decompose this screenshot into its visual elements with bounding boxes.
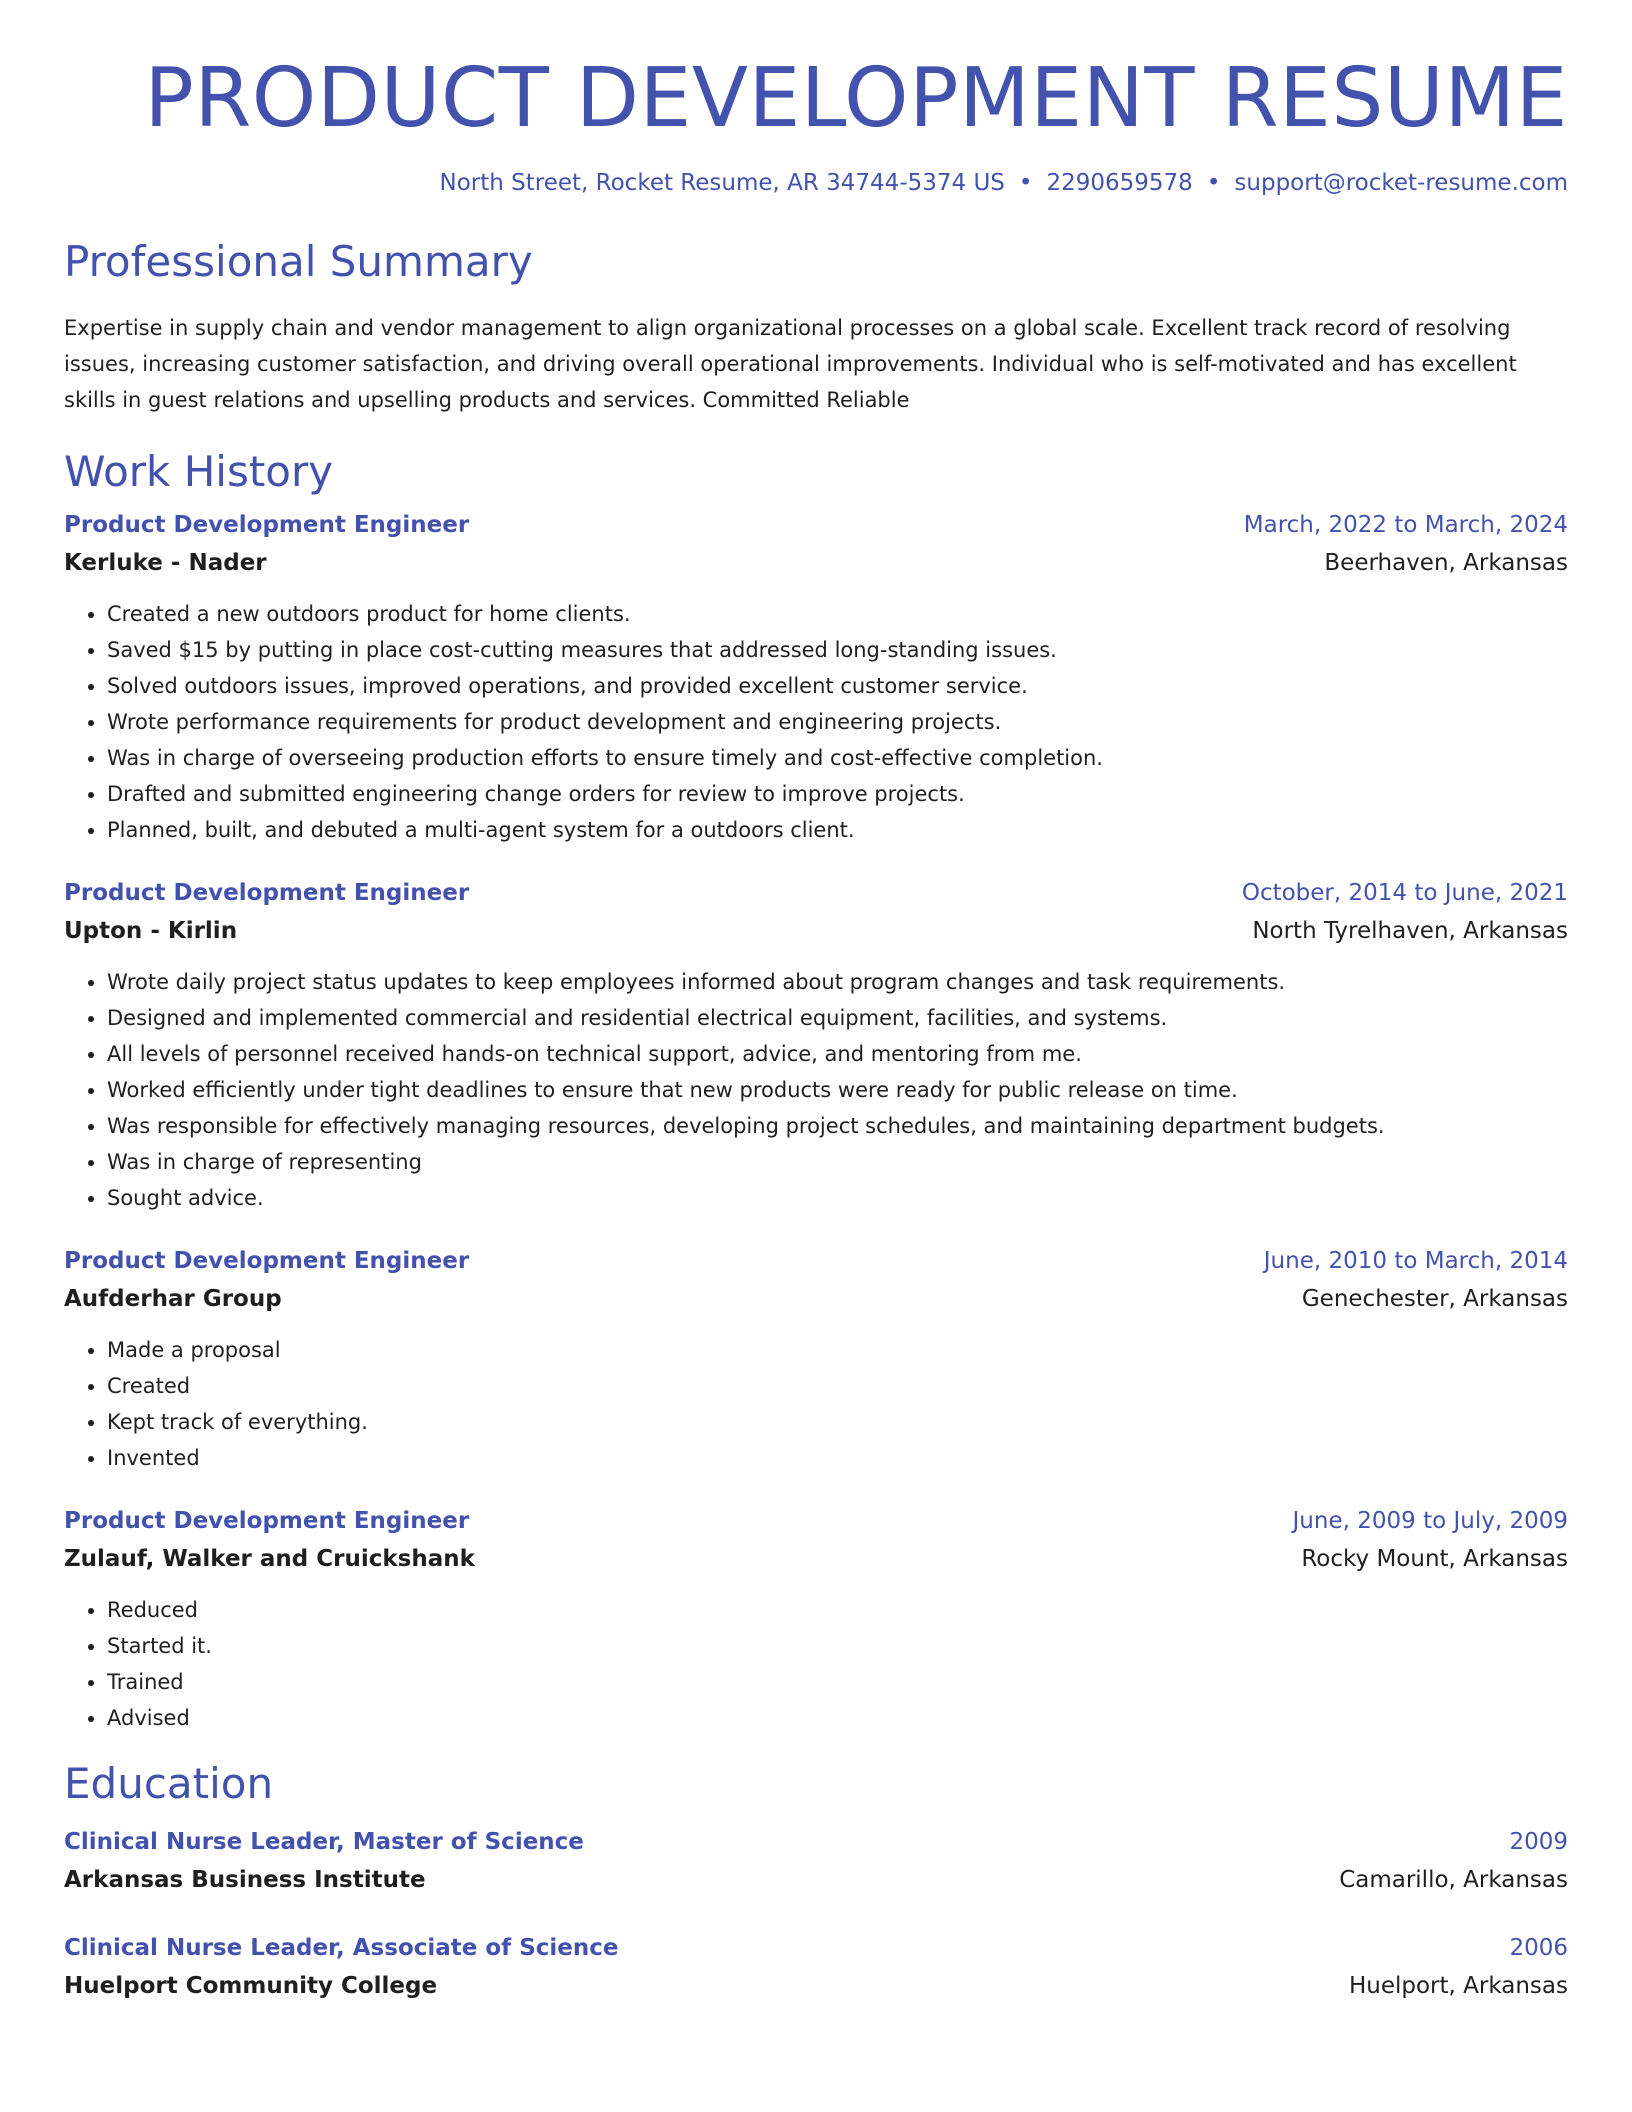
summary-text: Expertise in supply chain and vendor management to align organizational processes on a global scale. Excellent track record of resolving issues, increasing customer satisfaction, and driving overall operational improvements. Individual who is self-motivated and has excellent skills in guest relations and upselling products and services. Committed Reliable — [64, 316, 1517, 413]
contact-separator: • — [1206, 170, 1221, 197]
job-role: Product Development Engineer — [64, 1248, 470, 1275]
job-company: Aufderhar Group — [64, 1286, 282, 1313]
job-bullet: • Trained — [107, 1664, 1568, 1700]
job-bullet: • Solved outdoors issues, improved operations, and provided excellent customer service. — [107, 668, 1568, 704]
job-company: Upton - Kirlin — [64, 918, 238, 945]
job-bullet: • Made a proposal — [107, 1332, 1568, 1368]
job-bullet: • Was in charge of representing — [107, 1144, 1568, 1180]
job-role: Product Development Engineer — [64, 880, 470, 907]
job-bullets — [64, 964, 1568, 1216]
section-title-work-history: Work History — [64, 447, 334, 497]
job-bullet: • Was responsible for effectively managing resources, developing project schedules, and maintaining department budgets. — [107, 1108, 1568, 1144]
job-entry — [64, 1242, 1568, 1476]
job-bullets — [64, 1332, 1568, 1476]
job-bullet: • Planned, built, and debuted a multi-agent system for a outdoors client. — [107, 812, 1568, 848]
job-bullet: • Kept track of everything. — [107, 1404, 1568, 1440]
job-bullets — [64, 596, 1568, 848]
job-company: Kerluke - Nader — [64, 550, 267, 577]
job-company: Zulauf, Walker and Cruickshank — [64, 1546, 475, 1573]
education-degree: Clinical Nurse Leader, Associate of Science — [64, 1934, 619, 1961]
job-location: North Tyrelhaven, Arkansas — [1252, 918, 1568, 945]
job-dates: October, 2014 to June, 2021 — [1241, 880, 1568, 907]
contact-email: support@rocket-resume.com — [1234, 170, 1568, 197]
job-dates: June, 2010 to March, 2014 — [1263, 1248, 1568, 1275]
job-bullet: • Worked efficiently under tight deadlines to ensure that new products were ready for public release on time. — [107, 1072, 1568, 1108]
education-entry — [64, 1929, 1568, 2005]
education-year: 2006 — [1509, 1934, 1568, 1961]
job-bullet: • Designed and implemented commercial and residential electrical equipment, facilities, and systems. — [107, 1000, 1568, 1036]
job-bullet: • Created — [107, 1368, 1568, 1404]
education-school: Arkansas Business Institute — [64, 1866, 426, 1893]
resume-title: PRODUCT DEVELOPMENT RESUME — [144, 51, 1568, 146]
education-location: Huelport, Arkansas — [1348, 1972, 1568, 1999]
job-bullet: • Sought advice. — [107, 1180, 1568, 1216]
job-role: Product Development Engineer — [64, 1508, 470, 1535]
education-school: Huelport Community College — [64, 1972, 438, 1999]
job-role: Product Development Engineer — [64, 512, 470, 539]
job-location: Beerhaven, Arkansas — [1324, 550, 1568, 577]
job-entry — [64, 874, 1568, 1216]
job-location: Rocky Mount, Arkansas — [1301, 1546, 1568, 1573]
job-bullet: • Wrote performance requirements for product development and engineering projects. — [107, 704, 1568, 740]
job-entry — [64, 506, 1568, 848]
job-bullet: • Started it. — [107, 1628, 1568, 1664]
education-location: Camarillo, Arkansas — [1339, 1866, 1568, 1893]
contact-phone: 2290659578 — [1046, 170, 1193, 197]
job-bullet: • Drafted and submitted engineering change orders for review to improve projects. — [107, 776, 1568, 812]
contact-separator: • — [1018, 170, 1033, 197]
job-bullet: • Wrote daily project status updates to keep employees informed about program changes and task requirements. — [107, 964, 1568, 1000]
job-dates: June, 2009 to July, 2009 — [1292, 1508, 1568, 1535]
section-title-summary: Professional Summary — [64, 236, 533, 286]
education-entry — [64, 1823, 1568, 1899]
section-title-education: Education — [64, 1759, 274, 1809]
job-bullet: • Saved $15 by putting in place cost-cutting measures that addressed long-standing issues. — [107, 632, 1568, 668]
contact-address: North Street, Rocket Resume, AR 34744-5374 US — [439, 170, 1005, 197]
education-degree: Clinical Nurse Leader, Master of Science — [64, 1828, 584, 1855]
job-bullet: • Was in charge of overseeing production efforts to ensure timely and cost-effective completion. — [107, 740, 1568, 776]
job-bullet: • Invented — [107, 1440, 1568, 1476]
job-bullet: • Reduced — [107, 1592, 1568, 1628]
job-bullet: • Advised — [107, 1700, 1568, 1736]
job-bullet: • Created a new outdoors product for home clients. — [107, 596, 1568, 632]
job-entry — [64, 1502, 1568, 1736]
job-location: Genechester, Arkansas — [1301, 1286, 1568, 1313]
job-bullet: • All levels of personnel received hands-on technical support, advice, and mentoring from me. — [107, 1036, 1568, 1072]
contact-line — [64, 170, 1568, 198]
education-year: 2009 — [1509, 1828, 1568, 1855]
job-bullets — [64, 1592, 1568, 1736]
job-dates: March, 2022 to March, 2024 — [1243, 512, 1568, 539]
